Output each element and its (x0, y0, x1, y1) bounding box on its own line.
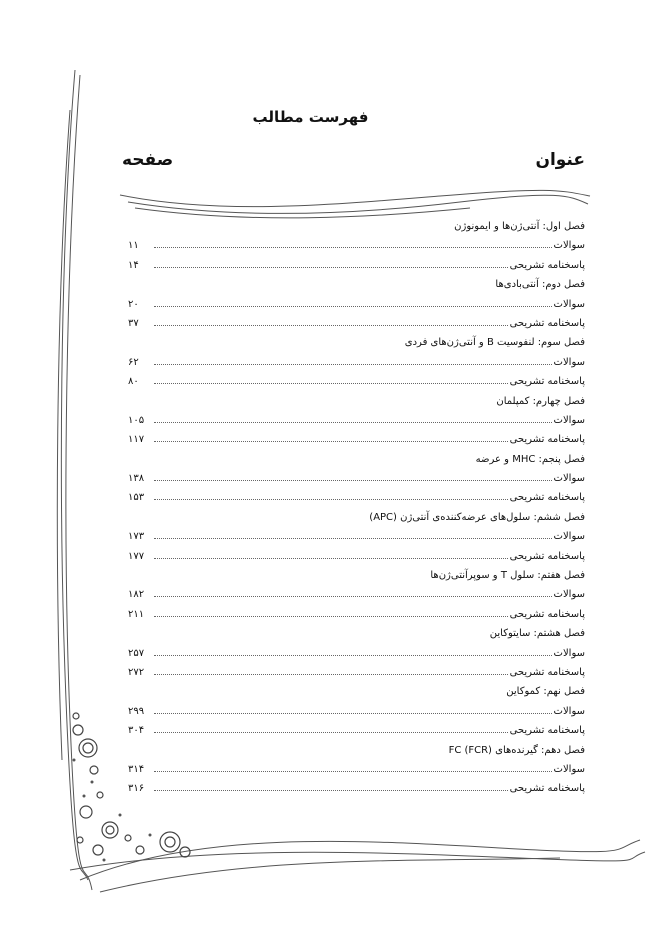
toc-entry (128, 430, 585, 449)
entry-page-number: ۱۱۷ (128, 434, 145, 446)
toc-entry (128, 469, 585, 488)
toc-entry (128, 527, 585, 546)
chapter-title-text: فصل دوم: آنتی‌بادی‌ها (495, 279, 585, 291)
toc-chapter-title (128, 217, 585, 236)
entry-label: سوالات (553, 356, 585, 368)
entry-label: سوالات (553, 298, 585, 310)
toc-entry (128, 488, 585, 507)
dot-leader (154, 704, 552, 714)
dot-leader (154, 665, 508, 675)
toc-entry (128, 353, 585, 372)
toc-chapter-title (128, 508, 585, 527)
toc-entry (128, 411, 585, 430)
toc-chapter-title (128, 275, 585, 294)
entry-page-number: ۱۰۵ (128, 414, 145, 426)
toc-chapter-title (128, 392, 585, 411)
dot-leader (154, 355, 552, 365)
dot-leader (154, 781, 508, 791)
entry-page-number: ۲۰ (128, 298, 139, 310)
chapter-title-text: فصل اول: آنتی‌ژن‌ها و ایمونوژن (454, 221, 585, 232)
entry-page-number: ۳۰۴ (128, 725, 145, 737)
entry-label: سوالات (553, 763, 585, 775)
entry-page-number: ۱۵۳ (128, 492, 145, 504)
dot-leader (154, 646, 552, 656)
dot-leader (154, 238, 552, 248)
toc-chapter-title (128, 566, 585, 585)
entry-label: پاسخنامه تشریحی (509, 376, 585, 388)
entry-label: سوالات (553, 705, 585, 717)
entry-page-number: ۳۷ (128, 317, 139, 329)
entry-label: پاسخنامه تشریحی (509, 492, 585, 504)
toc-entry (128, 547, 585, 566)
entry-page-number: ۱۷۳ (128, 531, 145, 543)
entry-label: پاسخنامه تشریحی (509, 725, 585, 737)
column-page-heading: صفحه (122, 150, 174, 170)
toc-entry (128, 779, 585, 798)
entry-label: سوالات (553, 589, 585, 601)
toc-entry (128, 236, 585, 255)
entry-label: پاسخنامه تشریحی (509, 608, 585, 620)
toc-entry (128, 644, 585, 663)
entry-page-number: ۳۱۴ (128, 763, 145, 775)
toc-chapter-title (128, 333, 585, 352)
toc-chapter-title (128, 741, 585, 760)
chapter-title-text: فصل هفتم: سلول T و سوپرآنتی‌ژن‌ها (430, 570, 585, 582)
dot-leader (154, 471, 552, 481)
entry-label: پاسخنامه تشریحی (509, 317, 585, 329)
page-title: فهرست مطالب (252, 108, 369, 126)
toc-chapter-title (128, 682, 585, 701)
chapter-title-text: فصل نهم: کموکاین (506, 686, 585, 698)
toc-chapter-title (128, 624, 585, 643)
entry-page-number: ۱۱ (128, 240, 139, 252)
toc-entry (128, 663, 585, 682)
dot-leader (154, 258, 508, 268)
toc-entry (128, 605, 585, 624)
entry-page-number: ۱۳۸ (128, 473, 145, 485)
dot-leader (154, 432, 508, 442)
entry-label: پاسخنامه تشریحی (509, 434, 585, 446)
entry-label: پاسخنامه تشریحی (509, 550, 585, 562)
toc-entry (128, 721, 585, 740)
column-title-heading: عنوان (535, 150, 585, 170)
entry-label: پاسخنامه تشریحی (509, 259, 585, 271)
chapter-title-text: فصل سوم: لنفوسیت B و آنتی‌ژن‌های فردی (404, 337, 585, 349)
chapter-title-text: فصل چهارم: کمپلمان (496, 395, 585, 407)
chapter-title-text: فصل ششم: سلول‌های عرضه‌کننده‌ی آنتی‌ژن (APC) (369, 511, 585, 523)
entry-page-number: ۶۲ (128, 356, 139, 368)
entry-label: سوالات (553, 414, 585, 426)
entry-page-number: ۲۱۱ (128, 608, 145, 620)
toc-entry (128, 585, 585, 604)
toc-entry (128, 295, 585, 314)
entry-page-number: ۱۴ (128, 259, 139, 271)
entry-label: سوالات (553, 473, 585, 485)
toc-entry (128, 372, 585, 391)
chapter-title-text: فصل هشتم: سایتوکاین (489, 628, 585, 640)
dot-leader (154, 607, 508, 617)
dot-leader (154, 374, 508, 384)
dot-leader (154, 529, 552, 539)
entry-label: سوالات (553, 531, 585, 543)
toc-entry (128, 702, 585, 721)
entry-page-number: ۱۸۲ (128, 589, 145, 601)
dot-leader (154, 549, 508, 559)
toc-entry (128, 314, 585, 333)
entry-page-number: ۲۷۲ (128, 666, 145, 678)
dot-leader (154, 297, 552, 307)
entry-page-number: ۳۱۶ (128, 783, 145, 795)
entry-label: سوالات (553, 240, 585, 252)
chapter-title-text: فصل پنجم: MHC و عرضه (475, 453, 585, 465)
dot-leader (154, 762, 552, 772)
entry-label: پاسخنامه تشریحی (509, 783, 585, 795)
table-of-contents (128, 217, 585, 799)
entry-page-number: ۸۰ (128, 376, 139, 388)
dot-leader (154, 490, 508, 500)
toc-entry (128, 256, 585, 275)
dot-leader (154, 413, 552, 423)
entry-page-number: ۱۷۷ (128, 550, 145, 562)
dot-leader (154, 316, 508, 326)
dot-leader (154, 723, 508, 733)
entry-label: پاسخنامه تشریحی (509, 666, 585, 678)
toc-entry (128, 760, 585, 779)
entry-label: سوالات (553, 647, 585, 659)
toc-chapter-title (128, 450, 585, 469)
dot-leader (154, 587, 552, 597)
entry-page-number: ۲۹۹ (128, 705, 145, 717)
entry-page-number: ۲۵۷ (128, 647, 145, 659)
chapter-title-text: فصل دهم: گیرنده‌های FC (FCR) (448, 744, 585, 756)
